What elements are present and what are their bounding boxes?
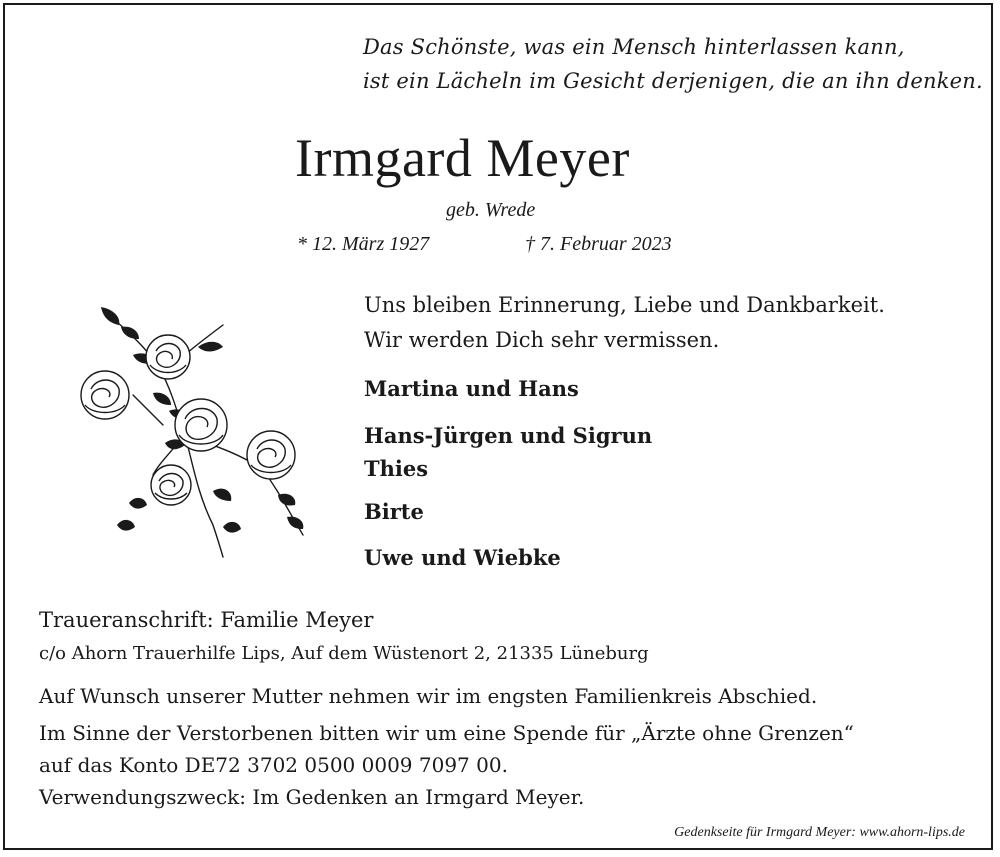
obituary-notice (3, 3, 993, 850)
birth-date: * 12. März 1927 (297, 233, 430, 255)
motto-line-2: ist ein Lächeln im Gesicht derjenigen, die an ihn denken. (363, 69, 983, 93)
family-entry: Hans-Jürgen und Sigrun (364, 423, 653, 448)
donation-purpose: Verwendungszweck: Im Gedenken an Irmgard Meyer. (39, 785, 585, 809)
motto-line-1: Das Schönste, was ein Mensch hinterlassen kann, (363, 35, 905, 59)
farewell-note: Auf Wunsch unserer Mutter nehmen wir im engsten Familienkreis Abschied. (39, 684, 818, 708)
family-entry: Birte (364, 499, 424, 524)
family-entry: Uwe und Wiebke (364, 545, 561, 570)
donation-request: Im Sinne der Verstorbenen bitten wir um eine Spende für „Ärzte ohne Grenzen“ (39, 721, 854, 745)
family-entry: Thies (364, 456, 429, 481)
donation-account: auf das Konto DE72 3702 0500 0009 7097 00. (39, 753, 508, 777)
birth-name: geb. Wrede (446, 199, 536, 221)
death-date: † 7. Februar 2023 (525, 233, 672, 255)
family-entry: Martina und Hans (364, 376, 579, 401)
deceased-name: Irmgard Meyer (295, 128, 630, 188)
message-line-2: Wir werden Dich sehr vermissen. (364, 328, 720, 352)
mourning-address-title: Traueranschrift: Familie Meyer (39, 608, 374, 632)
message-line-1: Uns bleiben Erinnerung, Liebe und Dankbarkeit. (364, 293, 885, 317)
rose-branch-illustration (73, 295, 323, 560)
memorial-page-link[interactable]: Gedenkseite für Irmgard Meyer: www.ahorn-lips.de (674, 825, 965, 840)
mourning-address-line: c/o Ahorn Trauerhilfe Lips, Auf dem Wüstenort 2, 21335 Lüneburg (39, 643, 649, 664)
